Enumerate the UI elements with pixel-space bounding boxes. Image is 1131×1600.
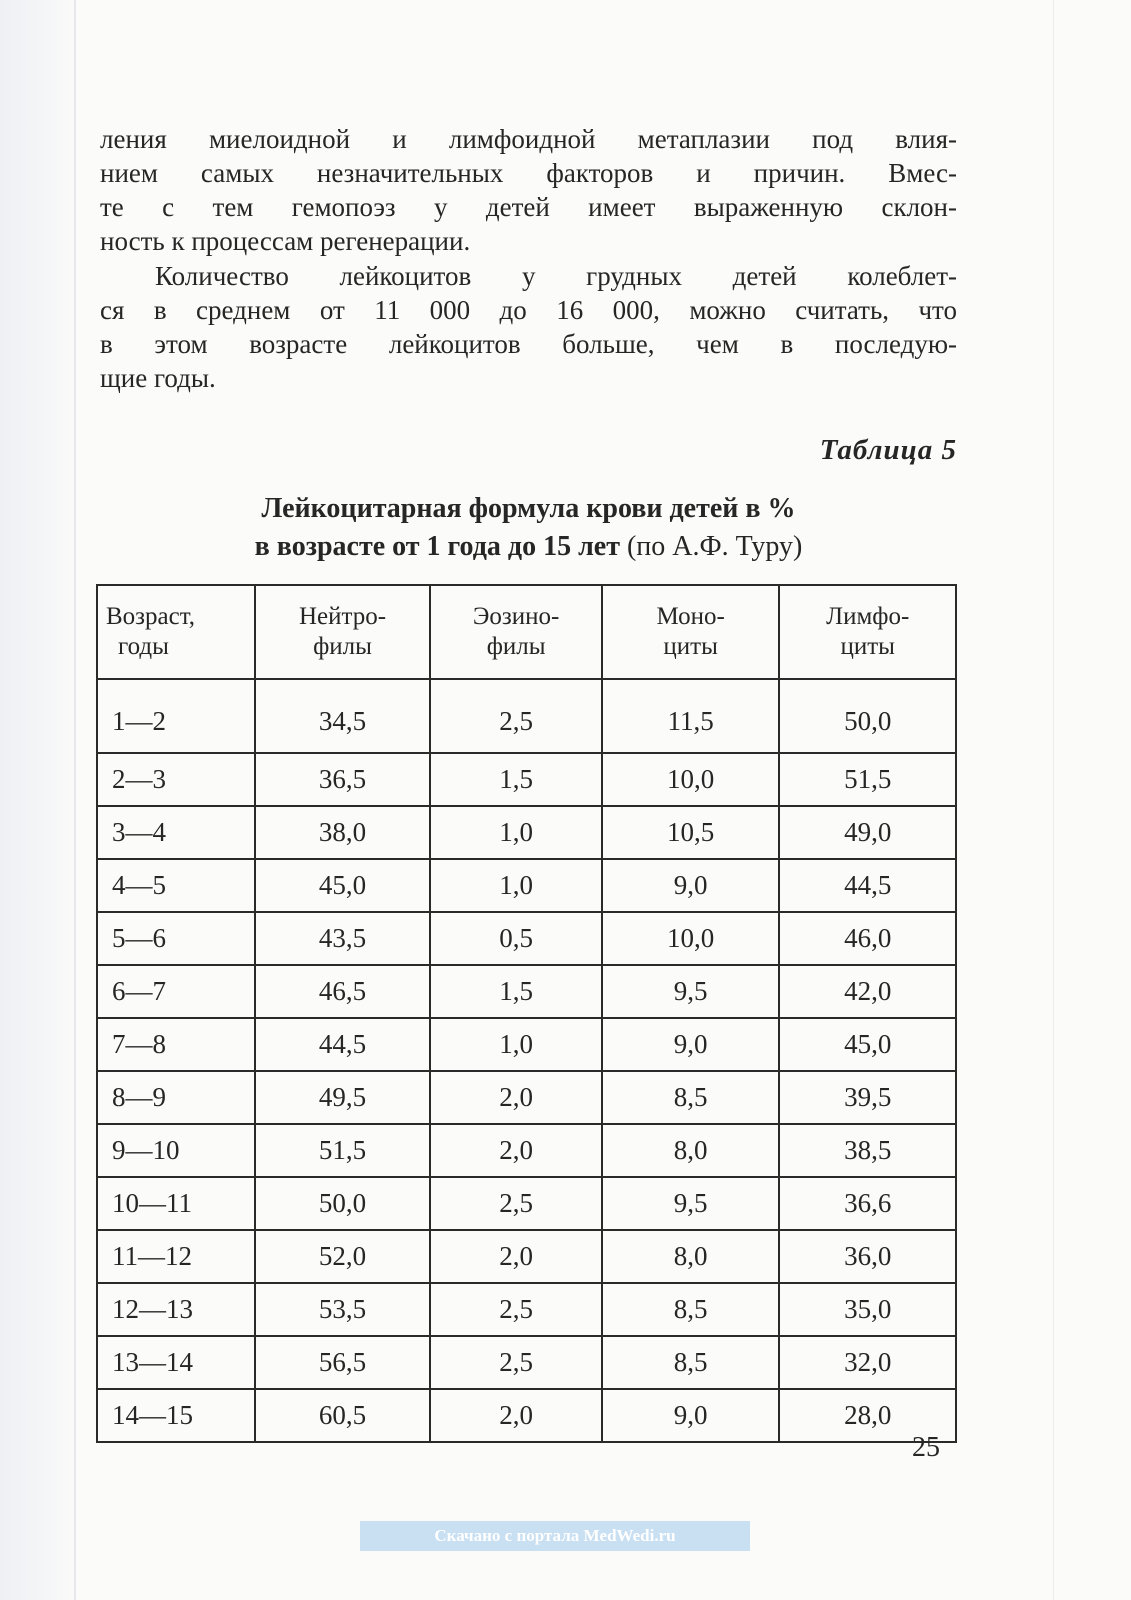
cell-age: 14—15 (97, 1389, 255, 1442)
paragraph-1 (100, 122, 957, 258)
table-title-line-2 (100, 528, 957, 566)
table-title-age-range: в возрасте от 1 года до 15 лет (254, 531, 620, 562)
cell-lymphocytes: 46,0 (779, 912, 956, 965)
cell-neutrophils: 56,5 (255, 1336, 431, 1389)
leukocyte-formula-table (96, 584, 957, 1443)
header-monocytes (602, 585, 779, 679)
cell-lymphocytes: 42,0 (779, 965, 956, 1018)
paragraph-line: нием самых незначительных факторов и причин. Вмес- (100, 158, 957, 188)
cell-monocytes: 8,5 (602, 1336, 779, 1389)
cell-age: 4—5 (97, 859, 255, 912)
cell-monocytes: 8,0 (602, 1124, 779, 1177)
cell-neutrophils: 43,5 (255, 912, 431, 965)
cell-eosinophils: 2,0 (430, 1230, 602, 1283)
cell-neutrophils: 45,0 (255, 859, 431, 912)
cell-neutrophils: 46,5 (255, 965, 431, 1018)
cell-eosinophils: 1,5 (430, 965, 602, 1018)
cell-age: 9—10 (97, 1124, 255, 1177)
cell-monocytes: 10,0 (602, 753, 779, 806)
cell-eosinophils: 0,5 (430, 912, 602, 965)
paragraph-2 (100, 259, 957, 395)
cell-neutrophils: 34,5 (255, 679, 431, 753)
cell-eosinophils: 2,0 (430, 1071, 602, 1124)
cell-age: 7—8 (97, 1018, 255, 1071)
header-neutrophils-line-2: филы (313, 633, 372, 660)
header-eosinophils-line-2: филы (486, 633, 546, 660)
cell-lymphocytes: 44,5 (779, 859, 956, 912)
header-neutrophils-line-1: Нейтро- (298, 603, 387, 630)
cell-neutrophils: 44,5 (255, 1018, 431, 1071)
table-row (97, 1283, 956, 1336)
cell-age: 8—9 (97, 1071, 255, 1124)
cell-eosinophils: 1,5 (430, 753, 602, 806)
cell-age: 1—2 (97, 679, 255, 753)
cell-age: 13—14 (97, 1336, 255, 1389)
table-row (97, 1177, 956, 1230)
table-row (97, 679, 956, 753)
cell-monocytes: 8,5 (602, 1071, 779, 1124)
header-age-line-1: Возраст, (106, 603, 196, 630)
cell-monocytes: 9,5 (602, 1177, 779, 1230)
cell-monocytes: 8,0 (602, 1230, 779, 1283)
footer-source-banner: Скачано с портала MedWedi.ru (360, 1521, 750, 1551)
header-lymphocytes (779, 585, 956, 679)
header-eosinophils (430, 585, 602, 679)
cell-eosinophils: 2,5 (430, 1283, 602, 1336)
cell-eosinophils: 1,0 (430, 806, 602, 859)
header-neutrophils (255, 585, 431, 679)
cell-eosinophils: 2,5 (430, 1177, 602, 1230)
cell-eosinophils: 2,0 (430, 1389, 602, 1442)
cell-monocytes: 9,0 (602, 859, 779, 912)
cell-monocytes: 9,0 (602, 1389, 779, 1442)
cell-neutrophils: 53,5 (255, 1283, 431, 1336)
cell-age: 10—11 (97, 1177, 255, 1230)
cell-monocytes: 10,0 (602, 912, 779, 965)
cell-monocytes: 8,5 (602, 1283, 779, 1336)
cell-lymphocytes: 49,0 (779, 806, 956, 859)
table-title-source: (по А.Ф. Туру) (626, 531, 803, 562)
table-row (97, 859, 956, 912)
paragraph-line: ся в среднем от 11 000 до 16 000, можно считать, что (100, 295, 957, 325)
table-row (97, 806, 956, 859)
cell-age: 6—7 (97, 965, 255, 1018)
header-age (97, 585, 255, 679)
cell-neutrophils: 49,5 (255, 1071, 431, 1124)
cell-eosinophils: 1,0 (430, 1018, 602, 1071)
cell-monocytes: 9,0 (602, 1018, 779, 1071)
cell-eosinophils: 2,5 (430, 679, 602, 753)
cell-age: 11—12 (97, 1230, 255, 1283)
paragraph-line: в этом возрасте лейкоцитов больше, чем в последую- (100, 329, 957, 359)
cell-eosinophils: 1,0 (430, 859, 602, 912)
cell-lymphocytes: 50,0 (779, 679, 956, 753)
table-row (97, 965, 956, 1018)
cell-lymphocytes: 36,6 (779, 1177, 956, 1230)
cell-age: 5—6 (97, 912, 255, 965)
table-row (97, 1336, 956, 1389)
paragraph-line: щие годы. (100, 363, 216, 393)
table-row (97, 1389, 956, 1442)
table-row (97, 1124, 956, 1177)
table-row (97, 1071, 956, 1124)
page-right-edge-line (1053, 0, 1054, 1600)
cell-lymphocytes: 45,0 (779, 1018, 956, 1071)
cell-lymphocytes: 35,0 (779, 1283, 956, 1336)
cell-neutrophils: 50,0 (255, 1177, 431, 1230)
cell-neutrophils: 38,0 (255, 806, 431, 859)
header-lymphocytes-line-2: циты (840, 633, 895, 660)
paragraph-line: ность к процессам регенерации. (100, 226, 471, 256)
paragraph-line: Количество лейкоцитов у грудных детей колеблет- (155, 261, 957, 291)
paragraph-line: те с тем гемопоэз у детей имеет выраженную склон- (100, 192, 957, 222)
cell-age: 2—3 (97, 753, 255, 806)
cell-eosinophils: 2,0 (430, 1124, 602, 1177)
cell-neutrophils: 60,5 (255, 1389, 431, 1442)
table-header-row (97, 585, 956, 679)
cell-age: 12—13 (97, 1283, 255, 1336)
header-age-line-2: годы (118, 633, 169, 660)
cell-neutrophils: 36,5 (255, 753, 431, 806)
cell-monocytes: 9,5 (602, 965, 779, 1018)
cell-neutrophils: 52,0 (255, 1230, 431, 1283)
header-eosinophils-line-1: Эозино- (472, 603, 560, 630)
table-row (97, 1230, 956, 1283)
header-monocytes-line-2: циты (663, 633, 718, 660)
cell-monocytes: 10,5 (602, 806, 779, 859)
table-title-line-1: Лейкоцитарная формула крови детей в % (261, 493, 796, 524)
table-row (97, 753, 956, 806)
cell-neutrophils: 51,5 (255, 1124, 431, 1177)
cell-lymphocytes: 38,5 (779, 1124, 956, 1177)
cell-lymphocytes: 28,0 (779, 1389, 956, 1442)
header-lymphocytes-line-1: Лимфо- (826, 603, 910, 630)
table-label: Таблица 5 (819, 434, 957, 466)
cell-lymphocytes: 32,0 (779, 1336, 956, 1389)
table-row (97, 912, 956, 965)
cell-lymphocytes: 39,5 (779, 1071, 956, 1124)
cell-monocytes: 11,5 (602, 679, 779, 753)
page-edge-line (74, 0, 76, 1600)
table-title (100, 490, 957, 566)
cell-lymphocytes: 51,5 (779, 753, 956, 806)
paragraph-line: ления миелоидной и лимфоидной метаплазии под влия- (100, 124, 957, 154)
cell-age: 3—4 (97, 806, 255, 859)
page-edge-shading (0, 0, 78, 1600)
page-number: 25 (912, 1432, 940, 1463)
cell-lymphocytes: 36,0 (779, 1230, 956, 1283)
table-row (97, 1018, 956, 1071)
cell-eosinophils: 2,5 (430, 1336, 602, 1389)
header-monocytes-line-1: Моно- (656, 603, 725, 630)
